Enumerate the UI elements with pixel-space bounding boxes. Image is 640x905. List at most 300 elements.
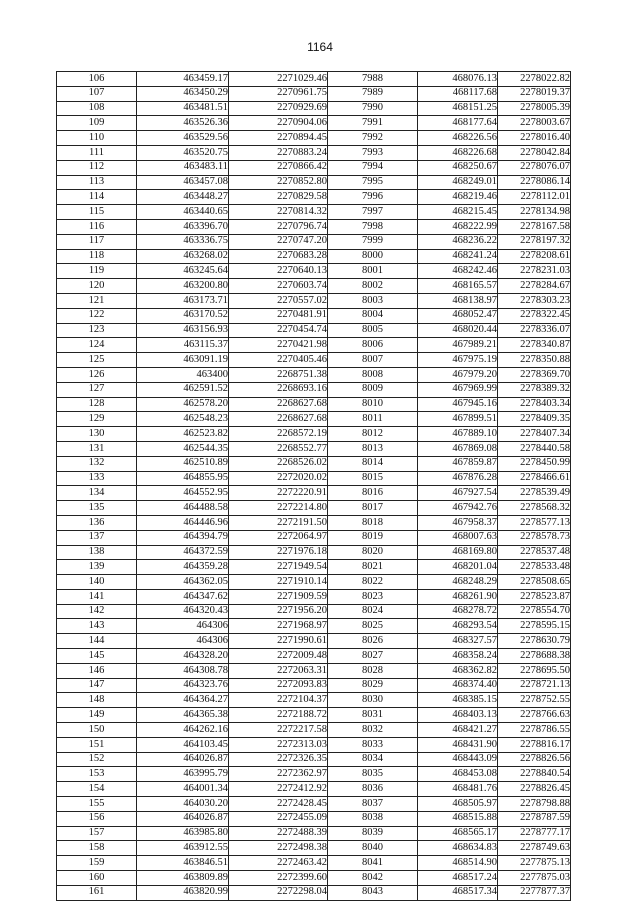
cell-x-left: 463459.17 — [137, 72, 229, 87]
cell-y-right: 2278840.54 — [498, 767, 571, 782]
cell-point-id-right: 8002 — [328, 279, 418, 294]
cell-y-left: 2270852.80 — [229, 175, 328, 190]
cell-point-id-left: 134 — [57, 486, 137, 501]
cell-point-id-right: 8006 — [328, 338, 418, 353]
cell-x-right: 468020.44 — [418, 323, 498, 338]
cell-point-id-right: 8010 — [328, 397, 418, 412]
cell-point-id-right: 8001 — [328, 264, 418, 279]
cell-y-left: 2270796.74 — [229, 219, 328, 234]
cell-x-left: 463115.37 — [137, 338, 229, 353]
cell-point-id-right: 8041 — [328, 856, 418, 871]
cell-x-right: 468165.57 — [418, 279, 498, 294]
cell-y-left: 2270640.13 — [229, 264, 328, 279]
cell-x-right: 468201.04 — [418, 560, 498, 575]
cell-y-left: 2271029.46 — [229, 72, 328, 87]
table-row — [57, 441, 571, 456]
cell-y-right: 2278016.40 — [498, 131, 571, 146]
cell-y-right: 2278777.17 — [498, 826, 571, 841]
cell-point-id-right: 8020 — [328, 545, 418, 560]
cell-y-left: 2268693.16 — [229, 382, 328, 397]
table-row — [57, 249, 571, 264]
cell-x-left: 464306 — [137, 619, 229, 634]
table-row — [57, 663, 571, 678]
table-row — [57, 397, 571, 412]
cell-x-right: 468007.63 — [418, 530, 498, 545]
table-row — [57, 131, 571, 146]
cell-point-id-left: 141 — [57, 589, 137, 604]
cell-point-id-right: 8012 — [328, 427, 418, 442]
table-row — [57, 471, 571, 486]
cell-y-left: 2270421.98 — [229, 338, 328, 353]
cell-y-left: 2270454.74 — [229, 323, 328, 338]
table-row — [57, 205, 571, 220]
cell-x-left: 464364.27 — [137, 693, 229, 708]
cell-x-left: 464488.58 — [137, 501, 229, 516]
cell-x-left: 463170.52 — [137, 308, 229, 323]
table-row — [57, 723, 571, 738]
cell-y-left: 2272063.31 — [229, 663, 328, 678]
cell-y-right: 2278440.58 — [498, 441, 571, 456]
cell-y-right: 2277877.37 — [498, 885, 571, 900]
table-row — [57, 604, 571, 619]
cell-y-left: 2272313.03 — [229, 737, 328, 752]
cell-y-right: 2278403.34 — [498, 397, 571, 412]
cell-point-id-left: 155 — [57, 797, 137, 812]
cell-x-left: 464320.43 — [137, 604, 229, 619]
cell-point-id-left: 136 — [57, 515, 137, 530]
cell-point-id-right: 8037 — [328, 797, 418, 812]
cell-point-id-right: 8038 — [328, 811, 418, 826]
cell-x-right: 467876.28 — [418, 471, 498, 486]
cell-x-right: 468515.88 — [418, 811, 498, 826]
table-row — [57, 86, 571, 101]
table-row — [57, 279, 571, 294]
table-row — [57, 72, 571, 87]
cell-y-right: 2278231.03 — [498, 264, 571, 279]
cell-point-id-right: 8009 — [328, 382, 418, 397]
cell-point-id-left: 159 — [57, 856, 137, 871]
table-row — [57, 515, 571, 530]
cell-x-right: 467927.54 — [418, 486, 498, 501]
table-row — [57, 264, 571, 279]
cell-x-left: 463526.36 — [137, 116, 229, 131]
table-row — [57, 293, 571, 308]
cell-y-right: 2278826.45 — [498, 782, 571, 797]
table-row — [57, 219, 571, 234]
cell-point-id-right: 8017 — [328, 501, 418, 516]
cell-point-id-left: 137 — [57, 530, 137, 545]
cell-x-left: 464308.78 — [137, 663, 229, 678]
cell-y-left: 2270405.46 — [229, 353, 328, 368]
cell-x-right: 468481.76 — [418, 782, 498, 797]
cell-y-right: 2278508.65 — [498, 575, 571, 590]
table-row — [57, 634, 571, 649]
cell-point-id-right: 8024 — [328, 604, 418, 619]
cell-y-left: 2271909.59 — [229, 589, 328, 604]
cell-y-right: 2278086.14 — [498, 175, 571, 190]
cell-x-right: 468250.67 — [418, 160, 498, 175]
cell-y-left: 2270603.74 — [229, 279, 328, 294]
cell-y-left: 2270883.24 — [229, 145, 328, 160]
cell-x-left: 464030.20 — [137, 797, 229, 812]
cell-x-left: 462578.20 — [137, 397, 229, 412]
cell-y-right: 2278284.67 — [498, 279, 571, 294]
cell-point-id-left: 151 — [57, 737, 137, 752]
cell-y-right: 2278577.13 — [498, 515, 571, 530]
cell-point-id-left: 130 — [57, 427, 137, 442]
cell-point-id-left: 109 — [57, 116, 137, 131]
cell-point-id-left: 139 — [57, 560, 137, 575]
cell-point-id-left: 140 — [57, 575, 137, 590]
cell-x-left: 463268.02 — [137, 249, 229, 264]
cell-y-right: 2278336.07 — [498, 323, 571, 338]
cell-y-left: 2272428.45 — [229, 797, 328, 812]
cell-point-id-left: 112 — [57, 160, 137, 175]
cell-point-id-left: 123 — [57, 323, 137, 338]
cell-y-right: 2277875.13 — [498, 856, 571, 871]
table-row — [57, 367, 571, 382]
cell-point-id-left: 119 — [57, 264, 137, 279]
cell-x-right: 467889.10 — [418, 427, 498, 442]
cell-point-id-right: 7988 — [328, 72, 418, 87]
table-row — [57, 234, 571, 249]
cell-point-id-left: 120 — [57, 279, 137, 294]
cell-y-left: 2272326.35 — [229, 752, 328, 767]
cell-y-right: 2278112.01 — [498, 190, 571, 205]
cell-x-left: 464103.45 — [137, 737, 229, 752]
cell-x-right: 468293.54 — [418, 619, 498, 634]
cell-x-right: 468517.24 — [418, 871, 498, 886]
cell-y-right: 2278042.84 — [498, 145, 571, 160]
cell-x-right: 468565.17 — [418, 826, 498, 841]
cell-y-right: 2278595.15 — [498, 619, 571, 634]
cell-y-right: 2278721.13 — [498, 678, 571, 693]
cell-point-id-right: 8030 — [328, 693, 418, 708]
cell-x-right: 468249.01 — [418, 175, 498, 190]
table-row — [57, 811, 571, 826]
table-row — [57, 767, 571, 782]
cell-point-id-right: 8029 — [328, 678, 418, 693]
cell-point-id-right: 7990 — [328, 101, 418, 116]
cell-point-id-right: 8032 — [328, 723, 418, 738]
cell-point-id-left: 111 — [57, 145, 137, 160]
table-row — [57, 382, 571, 397]
cell-y-right: 2278019.37 — [498, 86, 571, 101]
cell-y-left: 2270904.06 — [229, 116, 328, 131]
cell-x-right: 468634.83 — [418, 841, 498, 856]
cell-point-id-left: 158 — [57, 841, 137, 856]
cell-point-id-right: 8042 — [328, 871, 418, 886]
cell-x-right: 468219.46 — [418, 190, 498, 205]
cell-point-id-right: 8008 — [328, 367, 418, 382]
cell-x-left: 463396.70 — [137, 219, 229, 234]
cell-x-left: 463483.11 — [137, 160, 229, 175]
cell-x-left: 464328.20 — [137, 649, 229, 664]
cell-x-left: 464323.76 — [137, 678, 229, 693]
table-row — [57, 308, 571, 323]
cell-y-right: 2278786.55 — [498, 723, 571, 738]
table-row — [57, 175, 571, 190]
cell-x-right: 468169.80 — [418, 545, 498, 560]
cell-y-left: 2271956.20 — [229, 604, 328, 619]
cell-y-right: 2278533.48 — [498, 560, 571, 575]
cell-point-id-left: 125 — [57, 353, 137, 368]
cell-y-right: 2278630.79 — [498, 634, 571, 649]
cell-y-right: 2278369.70 — [498, 367, 571, 382]
cell-y-left: 2272064.97 — [229, 530, 328, 545]
table-row — [57, 841, 571, 856]
table-row — [57, 501, 571, 516]
cell-point-id-right: 8005 — [328, 323, 418, 338]
cell-point-id-left: 127 — [57, 382, 137, 397]
cell-y-right: 2278003.67 — [498, 116, 571, 131]
cell-point-id-right: 8039 — [328, 826, 418, 841]
cell-point-id-right: 8014 — [328, 456, 418, 471]
cell-x-right: 468385.15 — [418, 693, 498, 708]
cell-point-id-left: 154 — [57, 782, 137, 797]
cell-x-right: 468222.99 — [418, 219, 498, 234]
table-row — [57, 782, 571, 797]
cell-y-left: 2272009.48 — [229, 649, 328, 664]
cell-x-right: 468374.40 — [418, 678, 498, 693]
cell-point-id-left: 142 — [57, 604, 137, 619]
cell-point-id-right: 8019 — [328, 530, 418, 545]
cell-x-left: 462510.89 — [137, 456, 229, 471]
table-row — [57, 427, 571, 442]
cell-y-left: 2272488.39 — [229, 826, 328, 841]
cell-x-right: 467869.08 — [418, 441, 498, 456]
cell-x-left: 464446.96 — [137, 515, 229, 530]
cell-point-id-right: 8028 — [328, 663, 418, 678]
cell-x-right: 468242.46 — [418, 264, 498, 279]
cell-point-id-right: 8034 — [328, 752, 418, 767]
page-number: 1164 — [307, 40, 333, 54]
cell-point-id-right: 8016 — [328, 486, 418, 501]
cell-y-left: 2268627.68 — [229, 412, 328, 427]
cell-y-left: 2272362.97 — [229, 767, 328, 782]
cell-point-id-left: 128 — [57, 397, 137, 412]
table-row — [57, 856, 571, 871]
cell-point-id-left: 124 — [57, 338, 137, 353]
cell-y-right: 2278752.55 — [498, 693, 571, 708]
cell-point-id-left: 138 — [57, 545, 137, 560]
cell-y-right: 2278766.63 — [498, 708, 571, 723]
table-row — [57, 101, 571, 116]
cell-y-left: 2268552.77 — [229, 441, 328, 456]
cell-point-id-right: 8022 — [328, 575, 418, 590]
cell-point-id-left: 135 — [57, 501, 137, 516]
cell-x-left: 463156.93 — [137, 323, 229, 338]
cell-point-id-right: 7999 — [328, 234, 418, 249]
table-row — [57, 353, 571, 368]
cell-point-id-right: 8025 — [328, 619, 418, 634]
cell-x-right: 468248.29 — [418, 575, 498, 590]
cell-x-left: 464372.59 — [137, 545, 229, 560]
cell-point-id-left: 113 — [57, 175, 137, 190]
cell-y-left: 2272104.37 — [229, 693, 328, 708]
cell-y-left: 2272220.91 — [229, 486, 328, 501]
table-row — [57, 871, 571, 886]
cell-point-id-left: 143 — [57, 619, 137, 634]
cell-point-id-left: 150 — [57, 723, 137, 738]
cell-point-id-right: 8018 — [328, 515, 418, 530]
cell-point-id-right: 8036 — [328, 782, 418, 797]
cell-y-right: 2278816.17 — [498, 737, 571, 752]
cell-point-id-left: 132 — [57, 456, 137, 471]
cell-x-left: 463846.51 — [137, 856, 229, 871]
cell-x-right: 468138.97 — [418, 293, 498, 308]
table-row — [57, 678, 571, 693]
cell-y-left: 2270829.58 — [229, 190, 328, 205]
cell-y-right: 2278450.99 — [498, 456, 571, 471]
cell-y-left: 2271949.54 — [229, 560, 328, 575]
table-row — [57, 323, 571, 338]
cell-point-id-left: 131 — [57, 441, 137, 456]
cell-y-left: 2270747.20 — [229, 234, 328, 249]
cell-y-left: 2268751.38 — [229, 367, 328, 382]
cell-x-left: 463448.27 — [137, 190, 229, 205]
cell-y-right: 2278134.98 — [498, 205, 571, 220]
cell-x-right: 468151.25 — [418, 101, 498, 116]
cell-y-right: 2278695.50 — [498, 663, 571, 678]
cell-y-right: 2278568.32 — [498, 501, 571, 516]
table-row — [57, 338, 571, 353]
cell-point-id-left: 148 — [57, 693, 137, 708]
cell-y-left: 2272412.92 — [229, 782, 328, 797]
table-row — [57, 486, 571, 501]
cell-y-left: 2272399.60 — [229, 871, 328, 886]
cell-y-right: 2278005.39 — [498, 101, 571, 116]
cell-x-right: 468421.27 — [418, 723, 498, 738]
cell-point-id-right: 8033 — [328, 737, 418, 752]
table-row — [57, 190, 571, 205]
cell-point-id-right: 7998 — [328, 219, 418, 234]
cell-x-left: 463529.56 — [137, 131, 229, 146]
cell-y-right: 2278688.38 — [498, 649, 571, 664]
cell-x-right: 468431.90 — [418, 737, 498, 752]
cell-y-left: 2272455.09 — [229, 811, 328, 826]
cell-y-right: 2278389.32 — [498, 382, 571, 397]
cell-x-right: 468226.56 — [418, 131, 498, 146]
coordinates-table-body — [57, 72, 571, 901]
cell-y-right: 2278537.48 — [498, 545, 571, 560]
cell-x-left: 462523.82 — [137, 427, 229, 442]
cell-point-id-right: 7996 — [328, 190, 418, 205]
table-row — [57, 589, 571, 604]
cell-y-left: 2271976.18 — [229, 545, 328, 560]
cell-x-left: 463809.89 — [137, 871, 229, 886]
cell-point-id-left: 147 — [57, 678, 137, 693]
cell-point-id-left: 117 — [57, 234, 137, 249]
cell-x-left: 463912.55 — [137, 841, 229, 856]
cell-x-left: 463985.80 — [137, 826, 229, 841]
cell-x-right: 468517.34 — [418, 885, 498, 900]
table-row — [57, 693, 571, 708]
cell-point-id-left: 152 — [57, 752, 137, 767]
cell-x-right: 468443.09 — [418, 752, 498, 767]
cell-y-right: 2278554.70 — [498, 604, 571, 619]
cell-point-id-left: 108 — [57, 101, 137, 116]
cell-x-left: 464359.28 — [137, 560, 229, 575]
cell-x-left: 462591.52 — [137, 382, 229, 397]
cell-x-right: 467975.19 — [418, 353, 498, 368]
cell-y-left: 2272093.83 — [229, 678, 328, 693]
cell-point-id-right: 8011 — [328, 412, 418, 427]
cell-point-id-right: 7997 — [328, 205, 418, 220]
cell-y-right: 2278167.58 — [498, 219, 571, 234]
table-row — [57, 145, 571, 160]
cell-x-right: 467969.99 — [418, 382, 498, 397]
cell-x-left: 463820.99 — [137, 885, 229, 900]
cell-y-left: 2268572.19 — [229, 427, 328, 442]
cell-point-id-right: 8023 — [328, 589, 418, 604]
cell-y-right: 2278340.87 — [498, 338, 571, 353]
table-row — [57, 885, 571, 900]
cell-x-left: 463336.75 — [137, 234, 229, 249]
table-row — [57, 826, 571, 841]
cell-y-left: 2271968.97 — [229, 619, 328, 634]
cell-point-id-left: 157 — [57, 826, 137, 841]
table-row — [57, 560, 571, 575]
cell-y-left: 2272020.02 — [229, 471, 328, 486]
cell-y-left: 2270557.02 — [229, 293, 328, 308]
cell-x-right: 468358.24 — [418, 649, 498, 664]
cell-x-left: 464026.87 — [137, 811, 229, 826]
cell-x-right: 468215.45 — [418, 205, 498, 220]
cell-point-id-left: 156 — [57, 811, 137, 826]
cell-y-right: 2278303.23 — [498, 293, 571, 308]
cell-point-id-right: 7989 — [328, 86, 418, 101]
cell-y-right: 2278322.45 — [498, 308, 571, 323]
cell-point-id-left: 161 — [57, 885, 137, 900]
cell-y-right: 2278208.61 — [498, 249, 571, 264]
table-row — [57, 752, 571, 767]
cell-point-id-left: 122 — [57, 308, 137, 323]
table-row — [57, 160, 571, 175]
table-row — [57, 412, 571, 427]
table-row — [57, 116, 571, 131]
cell-y-left: 2272217.58 — [229, 723, 328, 738]
cell-x-left: 464262.16 — [137, 723, 229, 738]
cell-x-left: 464394.79 — [137, 530, 229, 545]
cell-x-left: 463245.64 — [137, 264, 229, 279]
cell-point-id-left: 121 — [57, 293, 137, 308]
cell-x-right: 468362.82 — [418, 663, 498, 678]
cell-y-left: 2270814.32 — [229, 205, 328, 220]
cell-y-right: 2278350.88 — [498, 353, 571, 368]
cell-point-id-right: 8004 — [328, 308, 418, 323]
cell-point-id-right: 8000 — [328, 249, 418, 264]
cell-x-left: 463520.75 — [137, 145, 229, 160]
cell-y-left: 2270866.42 — [229, 160, 328, 175]
cell-x-right: 468514.90 — [418, 856, 498, 871]
cell-point-id-right: 8015 — [328, 471, 418, 486]
cell-x-right: 468241.24 — [418, 249, 498, 264]
cell-y-right: 2278466.61 — [498, 471, 571, 486]
table-row — [57, 619, 571, 634]
cell-point-id-left: 118 — [57, 249, 137, 264]
cell-x-right: 467942.76 — [418, 501, 498, 516]
cell-y-right: 2278749.63 — [498, 841, 571, 856]
cell-point-id-left: 110 — [57, 131, 137, 146]
cell-x-left: 463457.08 — [137, 175, 229, 190]
cell-x-left: 462548.23 — [137, 412, 229, 427]
cell-point-id-right: 8027 — [328, 649, 418, 664]
cell-x-right: 468177.64 — [418, 116, 498, 131]
cell-x-right: 468236.22 — [418, 234, 498, 249]
coordinates-table — [56, 71, 571, 901]
cell-point-id-right: 7993 — [328, 145, 418, 160]
